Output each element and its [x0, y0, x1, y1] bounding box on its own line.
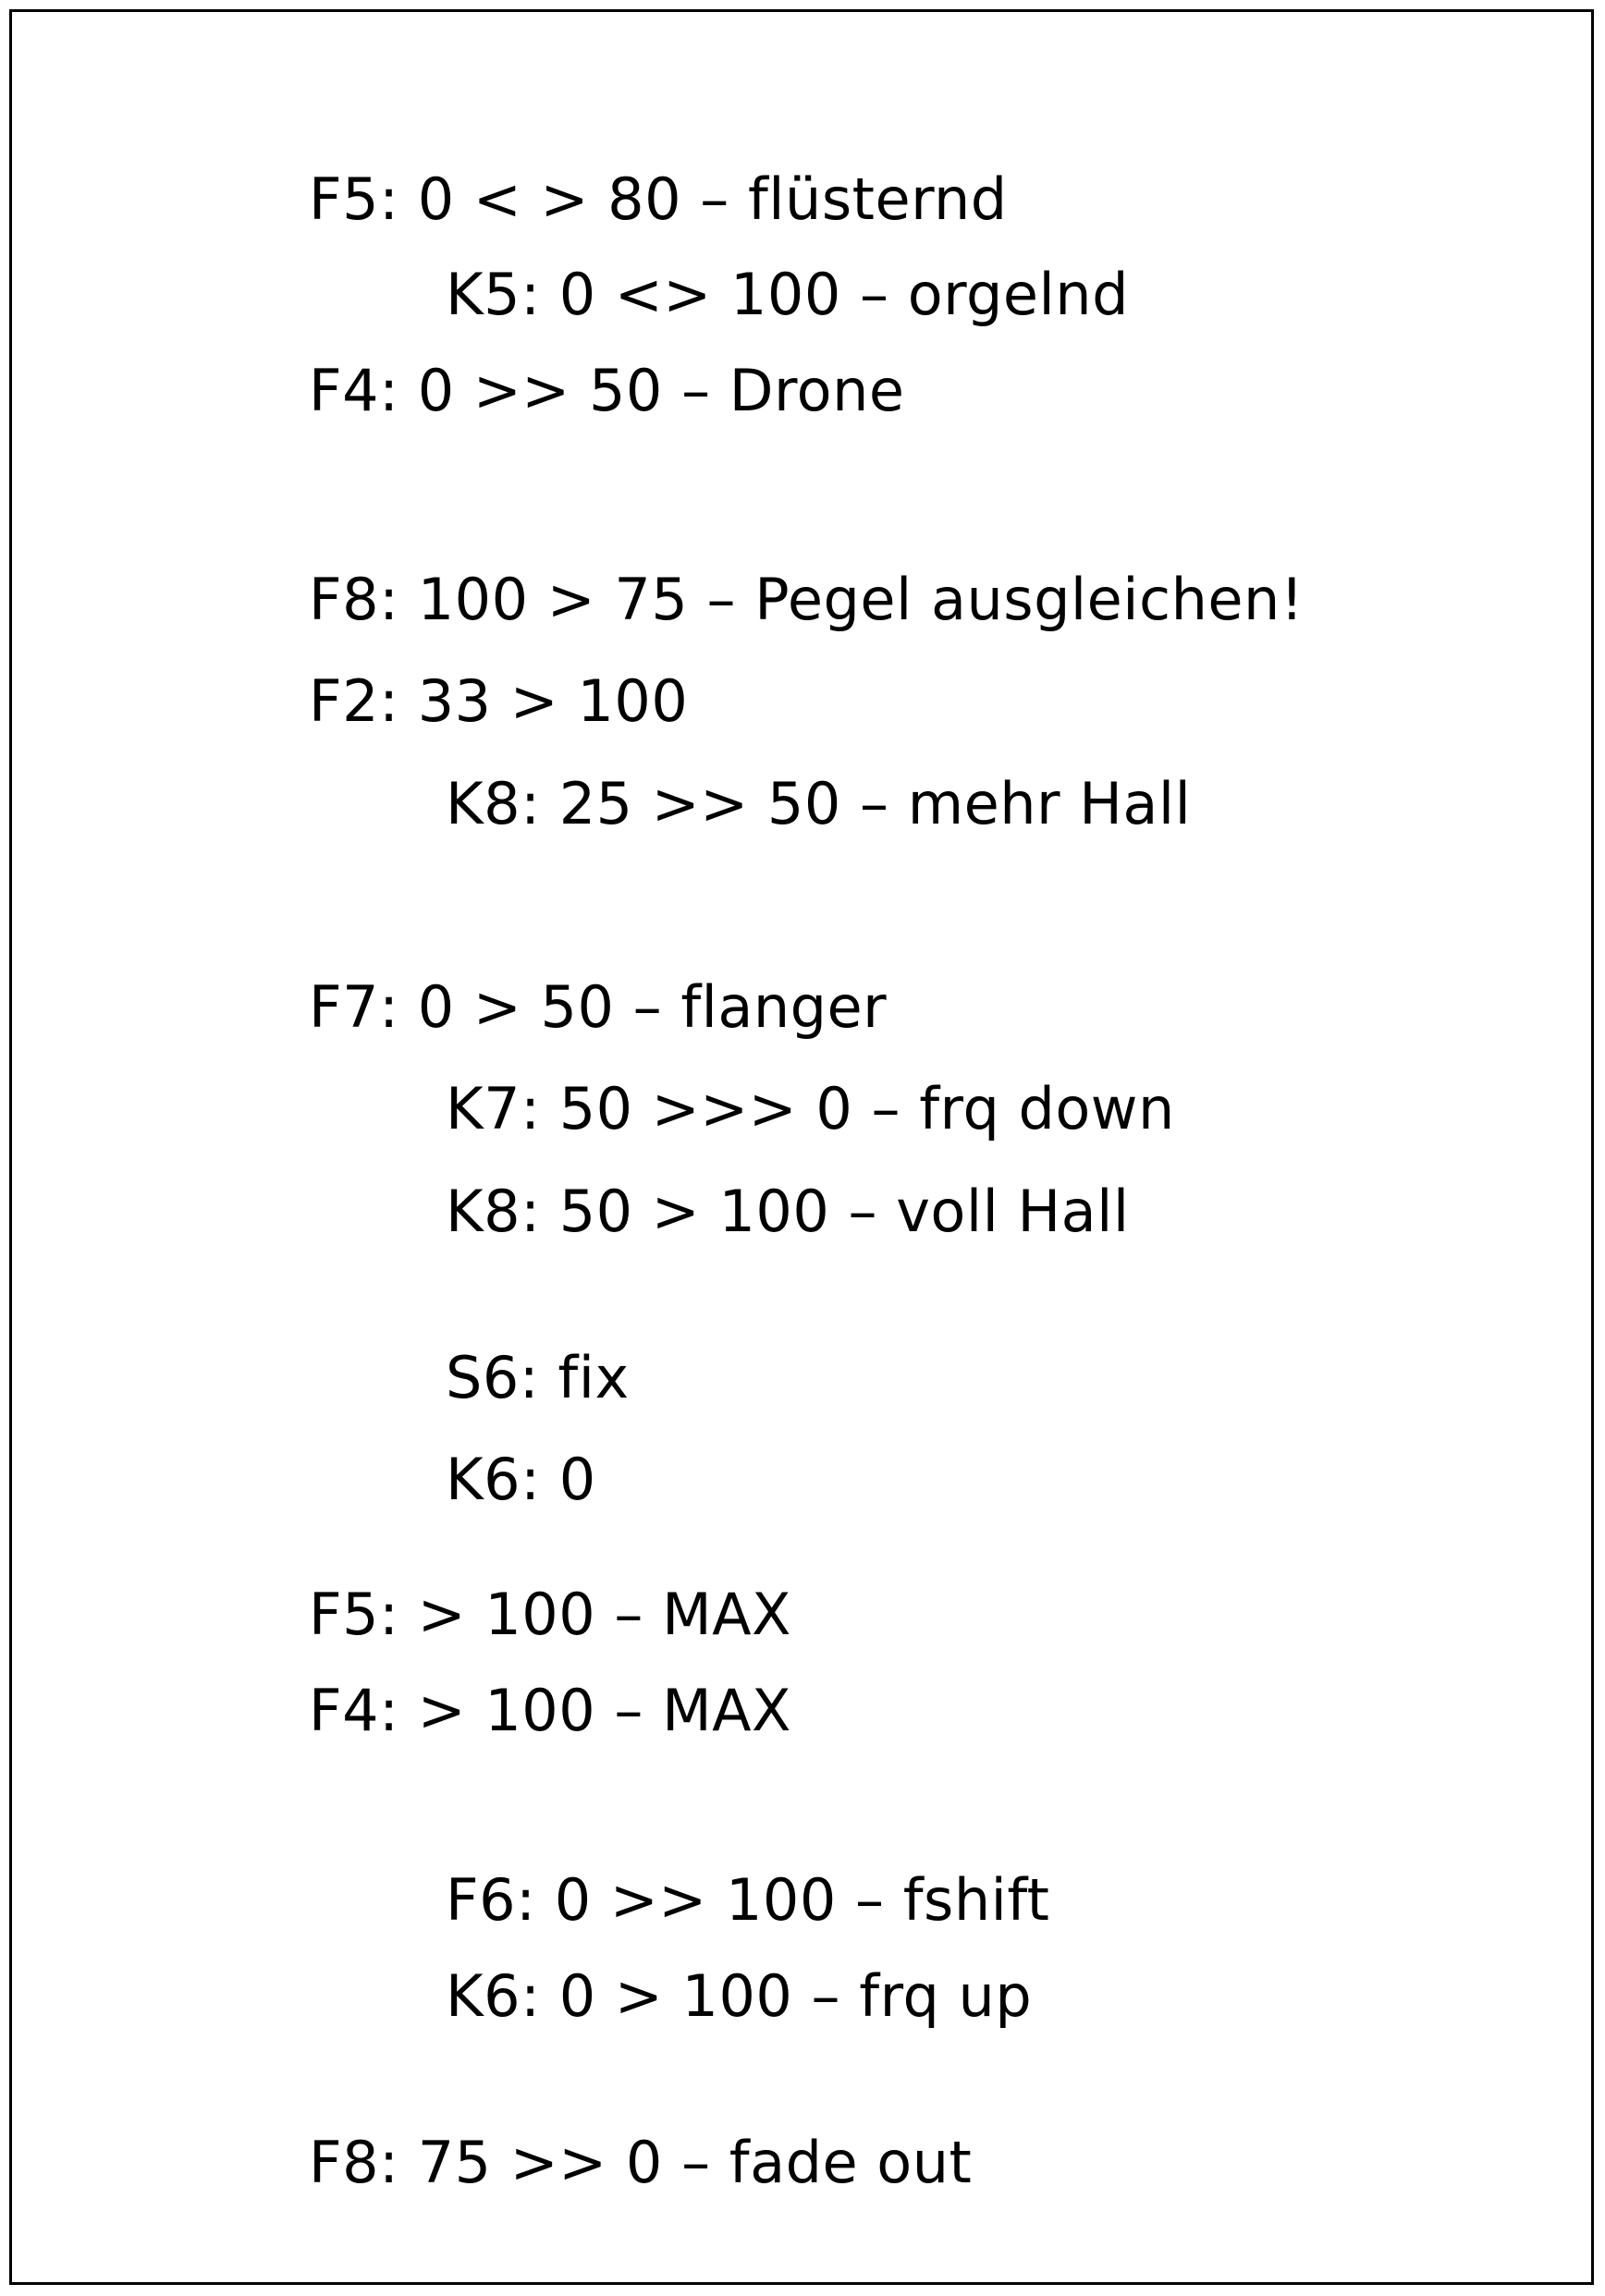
cue-line-f2: F2: 33 > 100 — [309, 667, 689, 735]
cue-line-f5-max: F5: > 100 – MAX — [309, 1581, 791, 1648]
cue-line-k5-organ: K5: 0 <> 100 – orgelnd — [446, 261, 1129, 328]
cue-line-f4-drone: F4: 0 >> 50 – Drone — [309, 357, 905, 424]
cue-line-s6-fix: S6: fix — [446, 1344, 630, 1411]
cue-line-f4-max: F4: > 100 – MAX — [309, 1677, 791, 1744]
cue-line-f5-whisper: F5: 0 < > 80 – flüsternd — [309, 165, 1008, 233]
cue-line-k8-full-hall: K8: 50 > 100 – voll Hall — [446, 1178, 1130, 1245]
cue-line-f7-flanger: F7: 0 > 50 – flanger — [309, 973, 888, 1041]
cue-line-k6-frq-up: K6: 0 > 100 – frq up — [446, 1962, 1033, 2030]
cue-line-f8-level: F8: 100 > 75 – Pegel ausgleichen! — [309, 566, 1305, 633]
cue-line-f6-fshift: F6: 0 >> 100 – fshift — [446, 1866, 1050, 1934]
cue-line-k6-zero: K6: 0 — [446, 1446, 596, 1513]
cue-line-f8-fade-out: F8: 75 >> 0 – fade out — [309, 2129, 973, 2196]
page-border — [9, 9, 1594, 2285]
cue-line-k8-more-hall: K8: 25 >> 50 – mehr Hall — [446, 770, 1192, 837]
cue-line-k7-frq-down: K7: 50 >>> 0 – frq down — [446, 1075, 1175, 1142]
